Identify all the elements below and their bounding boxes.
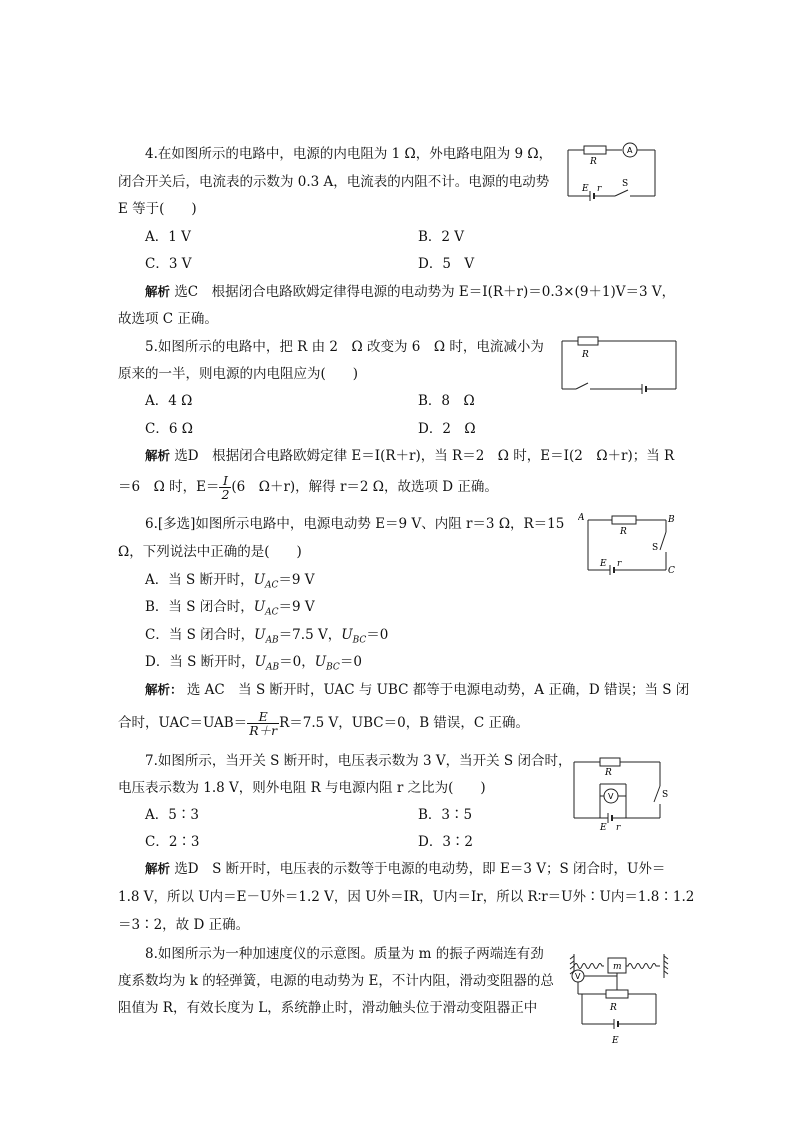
q6-answer-line2: [118, 710, 529, 737]
q6-option-b: B．当 S 闭合时，$U_{AC}=9$ V: [145, 599, 315, 618]
q7-answer-line1: [145, 860, 665, 878]
q4-stem-line1: 4.在如图所示的电路中，电源的内电阻为 1 Ω，外电路电阻为 9 Ω，: [145, 146, 553, 162]
q8-fig-label-m: m: [613, 962, 622, 972]
q7-option-a: A．5∶3: [145, 807, 199, 823]
q5-fraction-den: 2: [221, 487, 230, 502]
q7-answer-text: 选D S 断开时，电压表的示数等于电源的电动势，即 E＝3 V；S 闭合时，U外＝: [174, 861, 666, 877]
q4-answer-label: 解析: [145, 284, 171, 299]
q6-fig-label-C: C: [668, 566, 675, 576]
q6-fig-label-R: R: [620, 527, 627, 537]
q6-answer-label: 解析：: [145, 682, 183, 697]
q5-answer-label: 解析: [145, 448, 171, 463]
q5-option-a: A．4 Ω: [145, 393, 193, 409]
q4-fig-label-S: S: [622, 179, 629, 189]
q7-fig-label-E: E: [600, 823, 607, 832]
q6-fraction-den: R＋r: [249, 723, 278, 738]
q4-option-b: B．2 V: [418, 229, 465, 245]
q7-stem-line2: 电压表示数为 1.8 V，则外电阻 R 与电源内阻 r 之比为( ): [118, 780, 486, 796]
q4-stem-line2: 闭合开关后，电流表的示数为 0.3 A，电流表的内阻不计。电源的电动势: [118, 174, 550, 190]
q4-circuit-figure: [560, 140, 660, 202]
q7-option-b: B．3∶5: [418, 807, 473, 823]
q7-fig-label-R: R: [605, 768, 612, 778]
q7-option-d: D．3∶2: [418, 834, 474, 850]
q8-fig-label-E: E: [612, 1036, 619, 1046]
q5-answer-line2-post: (6 Ω＋r)，解得 r＝2 Ω，故选项 D 正确。: [231, 479, 498, 495]
q8-stem-line2: 度系数均为 k 的轻弹簧，电源的电动势为 E，不计内阻，滑动变阻器的总: [118, 973, 554, 989]
q7-fig-label-r: r: [616, 823, 621, 832]
q5-answer-text: 选D 根据闭合电路欧姆定律 E＝I(R＋r)，当 R＝2 Ω 时，E＝I(2 Ω＋r)；当 R: [174, 448, 675, 464]
q7-option-c: C．2∶3: [145, 834, 200, 850]
q8-stem-line1: 8.如图所示为一种加速度仪的示意图。质量为 m 的振子两端连有劲: [145, 946, 544, 962]
q5-answer-line1: [145, 447, 674, 465]
q4-answer-line2: 故选项 C 正确。: [118, 311, 218, 327]
q7-answer-line2: 1.8 V，所以 U内＝E－U外＝1.2 V，因 U外＝IR，U内＝Ir，所以 R∶r＝U外∶U内＝1.8∶1.2: [118, 889, 695, 905]
q6-answer-text: 选 AC 当 S 断开时，UAC 与 UBC 都等于电源电动势，A 正确，D 错误；当 S 闭: [186, 682, 690, 698]
q5-option-d: D．2 Ω: [418, 421, 476, 437]
q6-option-c: C．当 S 闭合时，$U_{AB}=7.5$ V，$U_{BC}=0$: [145, 627, 389, 646]
q4-option-a: A．1 V: [145, 229, 191, 245]
q5-stem-line1: 5.如图所示的电路中，把 R 由 2 Ω 改变为 6 Ω 时，电流减小为: [145, 339, 544, 355]
q4-option-d: D．5 V: [418, 256, 475, 272]
q5-answer-line2: [118, 474, 498, 501]
q6-answer-line2-pre: 合时，UAC＝UAB＝: [118, 715, 248, 731]
q6-stem-line1: 6.[多选]如图所示电路中，电源电动势 E＝9 V、内阻 r＝3 Ω，R＝15: [145, 516, 565, 532]
q5-option-c: C．6 Ω: [145, 421, 193, 437]
q6-fig-label-S: S: [652, 543, 659, 553]
q5-fraction: [219, 474, 231, 501]
q4-answer-line1: [145, 283, 675, 301]
q5-fig-label-R: R: [582, 350, 589, 360]
q6-fig-label-E: E: [600, 559, 607, 569]
q7-fig-label-S: S: [662, 790, 669, 800]
ammeter-icon: A: [627, 146, 633, 155]
q4-fig-label-r: r: [597, 184, 602, 194]
q8-fig-label-R: R: [610, 1003, 617, 1013]
q5-fraction-num: I: [219, 474, 231, 488]
q4-fig-label-R: R: [590, 157, 597, 167]
q8-stem-line3: 阻值为 R，有效长度为 L，系统静止时，滑动触头位于滑动变阻器正中: [118, 1000, 538, 1016]
q6-fraction: [247, 710, 279, 737]
q4-option-c: C．3 V: [145, 256, 192, 272]
q4-answer-text: 选C 根据闭合电路欧姆定律得电源的电动势为 E＝I(R＋r)＝0.3×(9＋1)V＝3 V，: [174, 284, 676, 300]
q5-circuit-figure: [556, 333, 681, 395]
q8-voltmeter-icon: V: [575, 972, 581, 981]
q5-answer-line2-pre: ＝6 Ω 时，E＝: [118, 479, 220, 495]
q6-circuit-figure: [578, 510, 683, 576]
q7-answer-label: 解析: [145, 861, 171, 876]
q6-fig-label-B: B: [668, 515, 675, 525]
q4-stem-line3: E 等于( ): [118, 201, 197, 217]
q6-option-d: D．当 S 断开时，$U_{AB}=0$，$U_{BC}=0$: [145, 654, 362, 673]
q8-accelerometer-figure: [566, 948, 671, 1048]
q6-fig-label-r: r: [617, 559, 622, 569]
q6-answer-line2-post: R＝7.5 V，UBC＝0，B 错误，C 正确。: [279, 715, 530, 731]
q6-answer-line1: [145, 681, 689, 699]
q7-answer-line3: ＝3∶2，故 D 正确。: [118, 917, 250, 933]
q4-fig-label-E: E: [582, 184, 589, 194]
q7-stem-line1: 7.如图所示，当开关 S 断开时，电压表示数为 3 V，当开关 S 闭合时，: [145, 753, 572, 769]
q6-option-a: A．当 S 断开时，$U_{AC}=9$ V: [145, 572, 315, 591]
q6-stem-line2: Ω，下列说法中正确的是( ): [118, 544, 302, 560]
q6-fraction-num: E: [247, 710, 279, 724]
q5-stem-line2: 原来的一半，则电源的内电阻应为( ): [118, 366, 359, 382]
q7-circuit-figure: [570, 752, 670, 832]
voltmeter-icon: V: [608, 792, 614, 801]
q6-fig-label-A: A: [578, 513, 585, 523]
q5-option-b: B．8 Ω: [418, 393, 475, 409]
